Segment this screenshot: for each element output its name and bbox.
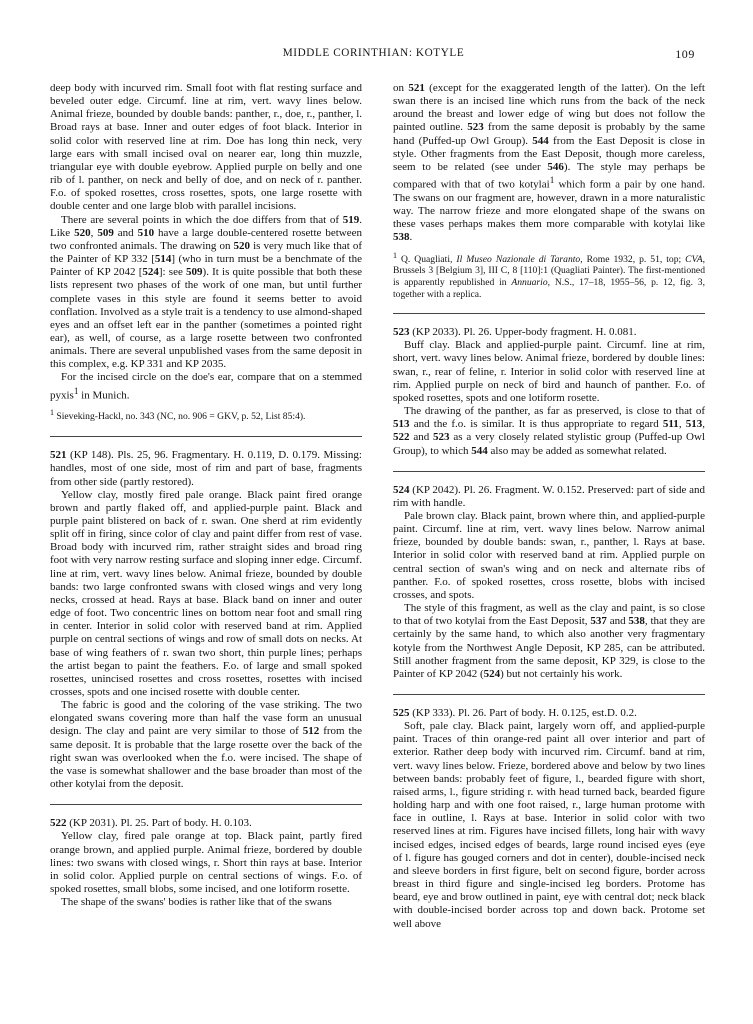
paragraph: on 521 (except for the exaggerated length of the latter). On the left swan there is an incised line which runs from the back of the neck around the breast and lower edge of wing but does not follow the painted outline. 523 from the same deposit is probably by the same hand (Puffed-up Owl Group). 544 from the East Deposit is close in style. Other fragments from the East Deposit, though more careless, seem to be related (see under 546). The style may perhaps be compared with that of two kotylai$^1$ which form a pair by one hand. The swans on our fragment are, however, drawn in a more naturalistic way. The narrow frieze and more elongated shape of the swans on these vases perhaps makes them more comparable with kotylai like 538. (393, 82, 706, 244)
catalogue-entry-heading: 524 (KP 2042). Pl. 26. Fragment. W. 0.152. Preserved: part of side and rim with handle. (393, 483, 705, 509)
running-title: MIDDLE CORINTHIAN: KOTYLE (282, 47, 465, 59)
paragraph: Buff clay. Black and applied-purple paint. Circumf. line at rim, short, vert. wavy lines below. Animal frieze, bordered by double lines: swan, r., rear of feline, r. Interior in solid color with reserved line at rim. Applied purple on neck of bird and haunch of panther. F.o. of spoked rosettes, spots and one lotiform rosette. (393, 339, 705, 404)
catalogue-entry-heading: 521 (KP 148). Pls. 25, 96. Fragmentary. H. 0.119, D. 0.179. Missing: handles, most of one side, most of rim and part of base, fragments from other side (partly restored). (50, 449, 362, 488)
paragraph: For the incised circle on the doe's ear, compare that on a stemmed pyxis$^1$ in Munich. (50, 371, 362, 402)
paragraph: deep body with incurved rim. Small foot with flat resting surface and beveled outer edge. Circumf. line at rim, vert. wavy lines below. Animal frieze, bounded by double bands: panther, r., doe, r., panther, l. Broad rays at base. Inner and outer edges of foot black. Interior in solid color with reserved line at rim. Doe has long thin neck, very large ears with small incised oval on nearer ear, long thin muzzle, triangular eye with double eyebrow. Applied purple on belly and one rib of l. panther, on neck and belly of doe, and on neck of r. panther. F.o. of spoked rosettes, cross rosettes, spots, one large rosette with double center and one large blob with parallel incisions. (50, 82, 362, 213)
left-column (50, 82, 362, 1004)
catalogue-entry-heading: 522 (KP 2031). Pl. 25. Part of body. H. 0.103. (50, 817, 252, 830)
running-header (52, 47, 695, 63)
paragraph: The shape of the swans' bodies is rather like that of the swans (61, 896, 332, 909)
paragraph: The style of this fragment, as well as the clay and paint, is so close to that of two kotylai from the East Deposit, 537 and 538, that they are certainly by the same hand, to which also another very fragmentary kotyle from the Northwest Angle Deposit, KP 285, can be attributed. Still another fragment from the same deposit, KP 329, is close to the Painter of KP 2042 (524) but not certainly his work. (393, 602, 705, 680)
catalogue-entry-heading: 525 (KP 333). Pl. 26. Part of body. H. 0.125, est.D. 0.2. (393, 707, 637, 719)
footnote: $^1$ Sieveking-Hackl, no. 343 (NC, no. 906 = GKV, p. 52, List 85:4). (50, 408, 306, 423)
paragraph: The drawing of the panther, as far as preserved, is close to that of 513 and the f.o. is similar. It is thus appropriate to regard 511, 513, 522 and 523 as a very closely related stylistic group (Puffed-up Owl Group), to which 544 also may be added as somewhat related. (393, 405, 706, 457)
paragraph: The fabric is good and the coloring of the vase striking. The two elongated swans covering more than half the vase form an unusual design. The clay and paint are very similar to those of 512 from the same deposit. It is probable that the large rosette over the back of the right swan was overlooked when the f.o. were incised. The shape of the vase is somewhat shallower and the base broader than most of the other kotylai from the deposit. (50, 699, 362, 791)
section-divider (393, 694, 705, 695)
paragraph: There are several points in which the doe differs from that of 519. Like 520, 509 and 510 have a large double-centered rosette between two confronted animals. The drawing on 520 is very much like that of the Painter of KP 332 [514] (who in turn must be a benchmate of the Painter of KP 2042 [524]: see 509). It is quite possible that both these lists represent two phases of the work of one man, but until further complete vases in this style are found it seems better to avoid conflation. Involved as a style trait is a tendency to use almond-shaped eyes and an offset left ear in the panther (sometimes a pointed right ear), as well, of course, as a large rosette between two confronted animals. There are several unpublished vases from the same deposit in this complex, e.g. KP 331 and KP 2035. (50, 213, 363, 371)
paragraph: Yellow clay, mostly fired pale orange. Black paint fired orange brown and partly flaked off, and applied-purple paint. Black and purple paint blistered on back of r. swan. One sherd at rim evidently split off in firing, since color of clay and paint differ from rest of vase. Broad body with incurved rim, rather straight sides and broad ring foot with very narrow resting surface and sloping inner edge. Circumf. line at rim, vert. wavy lines below. Animal frieze, bounded by double bands: two large confronted swans with closed wings and very long necks, crossed at head. Rays at base. Black band on inner and outer edge of foot. Two concentric lines on bottom near foot and small ring in center. Interior in solid color with reserved band at rim. Applied purple on central sections of wings and row of small dots on necks. At base of wing feathers of r. swan two short, thin purple lines; perhaps the artist began to paint the feathers. F.o. of large and small spoked rosettes, unincised rosettes and cross rosettes, rosettes with incised crosses, spots and one incised rosette with double center. (50, 488, 362, 698)
right-column (393, 82, 705, 1004)
paragraph: Yellow clay, fired pale orange at top. Black paint, partly fired orange brown, and applied purple. Animal frieze, bordered by double lines: two swans with closed wings, r. Short thin rays at base. Interior in solid color. Applied purple on central sections of wings. F.o. of spoked rosettes, small blobs, some incised, and one lotiform rosette. (50, 830, 362, 896)
paragraph: Soft, pale clay. Black paint, largely worn off, and applied-purple paint. Traces of thin orange-red paint all over interior and part of exterior. Rather deep body with incurved rim. Circumf. band at rim, vert. wavy lines below. Frieze, bordered above and below by two lines between bands: probably feet of figure, l., bearded figure with short, raised arms, l., figure striding r. with head turned back, bearded figure holding harp and with one foot raised, r., large human protome with face in outline, l. Rays at base. Interior in solid color with two reserved lines at rim. Figures have incised fillets, long hair with wavy incised edges, incised edges of beards, large round incised eyes (eye of l. figure has gouged corners and dot in center), double-incised neck and sleeve borders in first figure, belt on second figure, border across breast in third figure and single-incised leg borders. Protome has beard, eye and brow outlined in paint, eye with central dot; neck black with double-incised border across top and down back. Protome set well above (393, 720, 705, 930)
catalogue-entry-heading: 523 (KP 2033). Pl. 26. Upper-body fragment. H. 0.081. (393, 326, 637, 339)
section-divider (393, 313, 705, 314)
section-divider (50, 804, 362, 805)
paragraph: Pale brown clay. Black paint, brown where thin, and applied-purple paint. Circumf. line at rim, vert. wavy lines below. Narrow animal frieze, bounded by double bands: swan, r., panther, l. Rays at base. Interior in solid color with reserved band at rim. Applied purple on central section of swan's wing and on neck and alternate ribs of panther. F.o. of spoked rosettes, cross rosette, blobs with incised crosses, and spots. (393, 509, 705, 601)
section-divider (50, 436, 362, 437)
section-divider (393, 471, 705, 472)
footnote: $^1$ Q. Quagliati, Il Museo Nazionale di Taranto, Rome 1932, p. 51, top; CVA, Brussels 3 [Belgium 3], III C, 8 [110]:1 (Quagliati Painter). The first-mentioned is apparently republished in Annuario, N.S., 17–18, 1955–56, p. 12, fig. 3, together with a replica. (393, 250, 705, 300)
page-number: 109 (675, 47, 695, 61)
